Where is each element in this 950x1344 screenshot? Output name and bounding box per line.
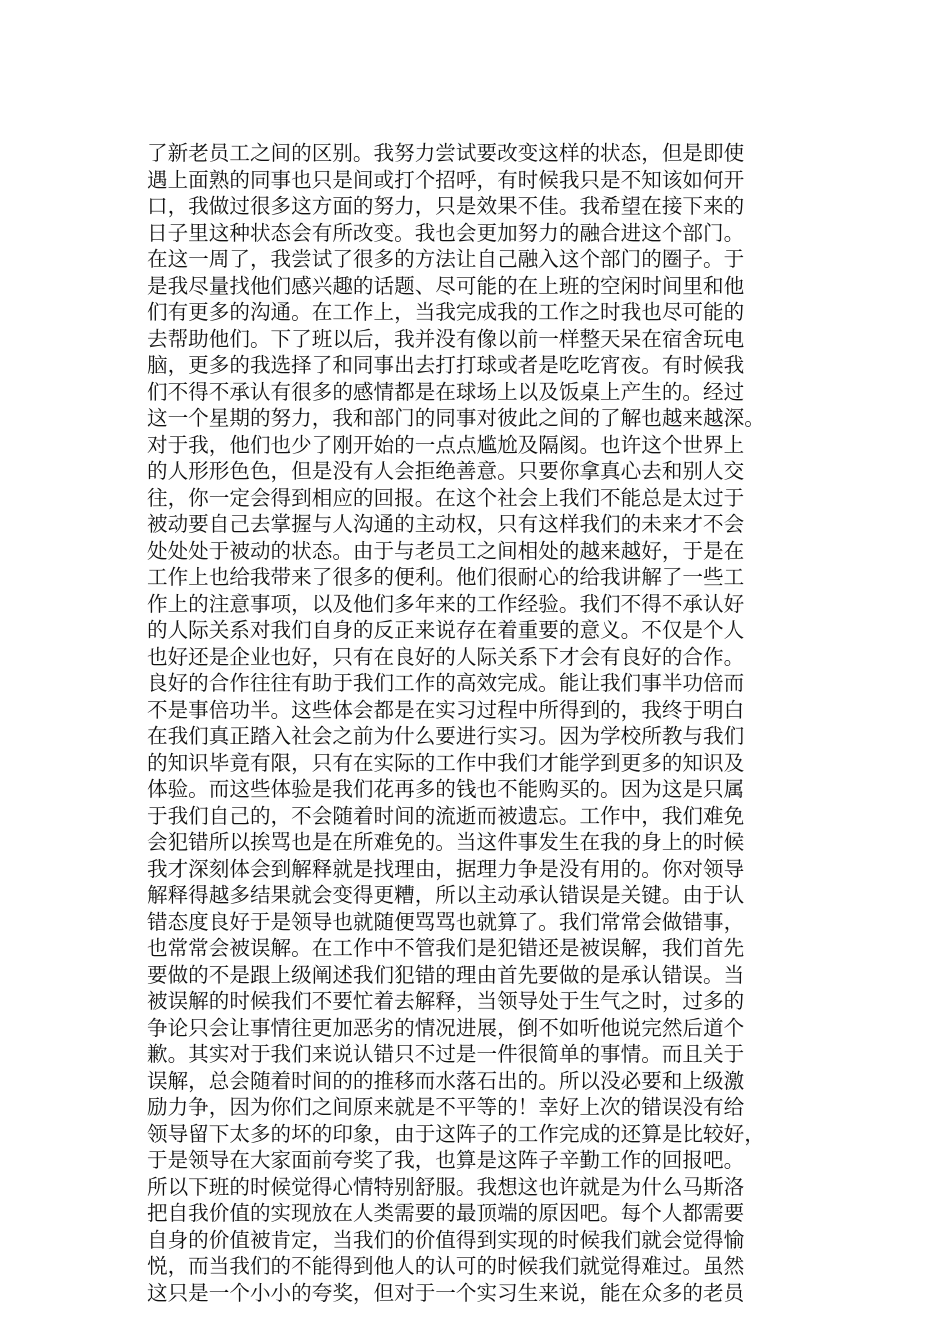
- text-line: 我才深刻体会到解释就是找理由，据理力争是没有用的。你对领导: [147, 856, 745, 881]
- text-line: 往，你一定会得到相应的回报。在这个社会上我们不能总是太过于: [147, 485, 745, 510]
- body-text: [147, 140, 823, 1306]
- text-line: 自身的价值被肯定，当我们的价值得到实现的时候我们就会觉得愉: [147, 1227, 745, 1252]
- text-line: 于我们自己的，不会随着时间的流逝而被遗忘。工作中，我们难免: [147, 803, 745, 828]
- text-line: 体验。而这些体验是我们花再多的钱也不能购买的。因为这是只属: [147, 777, 745, 801]
- text-line: 悦，而当我们的不能得到他人的认可的时候我们就觉得难过。虽然: [147, 1254, 745, 1278]
- text-line: 于是领导在大家面前夸奖了我，也算是这阵子辛勤工作的回报吧。: [147, 1148, 745, 1172]
- text-line: 在这一周了，我尝试了很多的方法让自己融入这个部门的圈子。于: [147, 247, 745, 271]
- text-line: 错态度良好于是领导也就随便骂骂也就算了。我们常常会做错事，: [147, 909, 745, 934]
- text-line: 领导留下太多的坏的印象，由于这阵子的工作完成的还算是比较好，: [147, 1121, 765, 1146]
- text-line: 去帮助他们。下了班以后，我并没有像以前一样整天呆在宿舍玩电: [147, 326, 745, 351]
- text-line: 不是事倍功半。这些体会都是在实习过程中所得到的，我终于明白: [147, 697, 745, 722]
- text-line: 作上的注意事项，以及他们多年来的工作经验。我们不得不承认好: [147, 591, 745, 616]
- text-line: 争论只会让事情往更加恶劣的情况进展，倒不如听他说完然后道个: [147, 1015, 745, 1040]
- text-line: 励力争，因为你们之间原来就是不平等的！幸好上次的错误没有给: [147, 1095, 745, 1119]
- text-line: 要做的不是跟上级阐述我们犯错的理由首先要做的是承认错误。当: [147, 962, 745, 987]
- text-line: 了新老员工之间的区别。我努力尝试要改变这样的状态，但是即使: [147, 141, 745, 165]
- text-line: 也好还是企业也好，只有在良好的人际关系下才会有良好的合作。: [147, 644, 745, 669]
- text-line: 在我们真正踏入社会之前为什么要进行实习。因为学校所教与我们: [147, 724, 745, 748]
- text-line: 脑，更多的我选择了和同事出去打打球或者是吃吃宵夜。有时候我: [147, 353, 745, 377]
- text-line: 这一个星期的努力，我和部门的同事对彼此之间的了解也越来越深。: [147, 406, 765, 430]
- text-line: 对于我，他们也少了刚开始的一点点尴尬及隔阂。也许这个世界上: [147, 432, 745, 457]
- text-line: 这只是一个小小的夸奖，但对于一个实习生来说，能在众多的老员: [147, 1280, 745, 1305]
- text-line: 们有更多的沟通。在工作上，当我完成我的工作之时我也尽可能的: [147, 300, 745, 324]
- text-line: 被误解的时候我们不要忙着去解释，当领导处于生气之时，过多的: [147, 989, 745, 1013]
- text-line: 是我尽量找他们感兴趣的话题、尽可能的在上班的空闲时间里和他: [147, 273, 745, 298]
- text-line: 们不得不承认有很多的感情都是在球场上以及饭桌上产生的。经过: [147, 379, 745, 404]
- text-line: 处处处于被动的状态。由于与老员工之间相处的越来越好，于是在: [147, 538, 745, 563]
- text-line: 日子里这种状态会有所改变。我也会更加努力的融合进这个部门。: [147, 220, 745, 245]
- text-line: 被动要自己去掌握与人沟通的主动权，只有这样我们的未来才不会: [147, 512, 745, 536]
- text-line: 遇上面熟的同事也只是间或打个招呼，有时候我只是不知该如何开: [147, 167, 745, 192]
- text-line: 也常常会被误解。在工作中不管我们是犯错还是被误解，我们首先: [147, 936, 745, 960]
- text-line: 会犯错所以挨骂也是在所难免的。当这件事发生在我的身上的时候: [147, 830, 745, 854]
- text-line: 良好的合作往往有助于我们工作的高效完成。能让我们事半功倍而: [147, 671, 745, 695]
- text-line: 的人际关系对我们自身的反正来说存在着重要的意义。不仅是个人: [147, 618, 745, 642]
- text-line: 解释得越多结果就会变得更糟，所以主动承认错误是关键。由于认: [147, 883, 745, 907]
- text-line: 的人形形色色，但是没有人会拒绝善意。只要你拿真心去和别人交: [147, 459, 745, 483]
- text-line: 误解，总会随着时间的的推移而水落石出的。所以没必要和上级激: [147, 1068, 745, 1093]
- text-line: 口，我做过很多这方面的努力，只是效果不佳。我希望在接下来的: [147, 194, 745, 218]
- text-line: 所以下班的时候觉得心情特别舒服。我想这也许就是为什么马斯洛: [147, 1174, 745, 1199]
- text-line: 工作上也给我带来了很多的便利。他们很耐心的给我讲解了一些工: [147, 565, 745, 589]
- text-line: 把自我价值的实现放在人类需要的最顶端的原因吧。每个人都需要: [147, 1201, 745, 1225]
- text-line: 的知识毕竟有限，只有在实际的工作中我们才能学到更多的知识及: [147, 750, 745, 775]
- text-line: 歉。其实对于我们来说认错只不过是一件很简单的事情。而且关于: [147, 1042, 745, 1066]
